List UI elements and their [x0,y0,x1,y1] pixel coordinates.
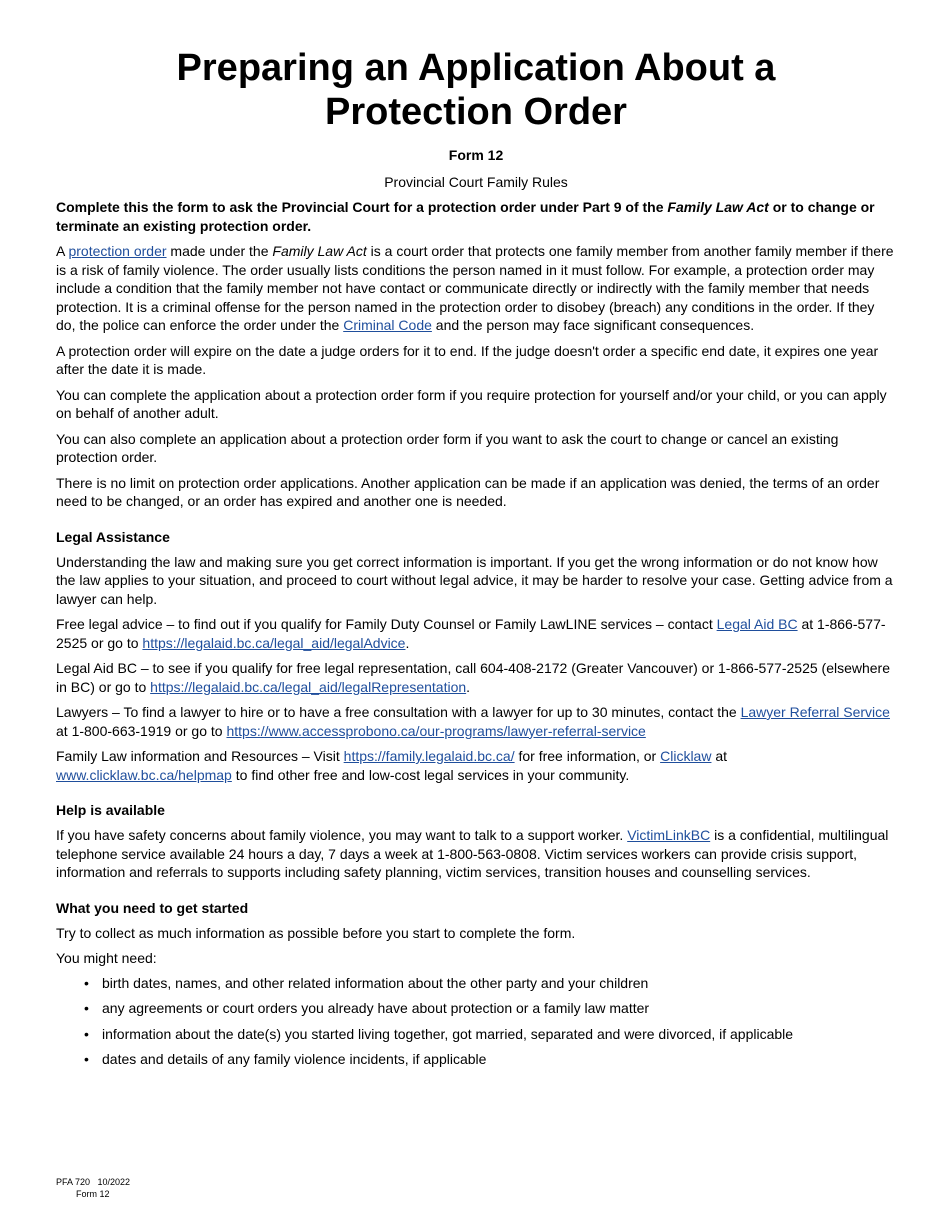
family-law-resources-paragraph: Family Law information and Resources – Visit https://family.legalaid.bc.ca/ for free information, or Clicklaw at www.clicklaw.bc.ca/helpmap to find other free and low-cost legal services in your community. [56,748,728,783]
list-item: • dates and details of any family violence incidents, if applicable [102,1050,896,1069]
legal-representation-url-link[interactable]: https://legalaid.bc.ca/legal_aid/legalRepresentation [150,678,467,695]
list-item: • birth dates, names, and other related information about the other party and your children [102,974,896,993]
no-limit-paragraph: There is no limit on protection order applications. Another application can be made if an application was denied, the terms of an order need to be changed, or an order has expired and another one is needed. [56,474,880,509]
clicklaw-helpmap-link[interactable]: www.clicklaw.bc.ca/helpmap [56,766,232,783]
title-line-1: Preparing an Application About a [176,47,776,89]
collect-info-paragraph: Try to collect as much information as possible before you start to complete the form. [56,924,576,941]
footer-form-code: PFA 720 10/2022 [56,1177,131,1187]
legal-representation-paragraph: Legal Aid BC – to see if you qualify for free legal representation, call 604-408-2172 (Greater Vancouver) or 1-866-577-2525 (elsewhere in BC) or go to https://legalaid.bc.ca/legal_aid/legalRepresentation. [56,660,891,695]
legal-assistance-paragraph: Understanding the law and making sure you get correct information is important. If you get the wrong information or do not know how the law applies to your situation, and proceed to court without legal advice, it may be harder to resolve your case. Getting advice from a lawyer can help. [56,553,893,607]
lawyer-referral-service-link[interactable]: Lawyer Referral Service [740,704,890,720]
expiry-paragraph: A protection order will expire on the date a judge orders for it to end. If the judge doesn't order a specific end date, it expires one year after the date it is made. [56,342,879,377]
protection-order-paragraph: A protection order made under the Family Law Act is a court order that protects one family member from another family member if there is a risk of family violence. The order usually lists conditions the person named in it must follow. For example, a protection order may include a condition that the family member not have contact or communicate directly or indirectly with the family member that needs protection. It is a criminal offense for the person named in the protection order to disobey (breach) any conditions in the order. If they do, the police can enforce the order under the Criminal Code and the person may face significant consequences. [56,243,894,333]
victimlinkbc-link[interactable]: VictimLinkBC [627,827,711,843]
clicklaw-link[interactable]: Clicklaw [660,748,712,764]
criminal-code-link[interactable]: Criminal Code [343,317,432,333]
title-line-2: Protection Order [325,91,627,133]
help-available-paragraph: If you have safety concerns about family violence, you may want to talk to a support worker. VictimLinkBC is a confidential, multilingual telephone service available 24 hours a day, 7 days a week at 1-800-563-0808. Victim services workers can provide crisis support, information and referrals to supports including safety planning, victim services, transition houses and counselling services. [56,827,889,880]
needed-items-list [56,974,896,1069]
page-footer [56,1176,130,1200]
protection-order-link[interactable]: protection order [68,243,167,259]
lawyers-paragraph: Lawyers – To find a lawyer to hire or to have a free consultation with a lawyer for up to 30 minutes, contact the Lawyer Referral Service at 1-800-663-1919 or go to https://www.accessprobono.ca/our-programs/lawyer-referral-service [56,704,890,739]
list-item: • any agreements or court orders you already have about protection or a family law matter [102,999,896,1018]
page-title [56,46,896,134]
footer-form-number: Form 12 [76,1189,110,1199]
you-might-need-paragraph: You might need: [56,950,157,966]
document-content [56,0,896,1076]
legal-assistance-heading: Legal Assistance [56,528,170,545]
rules-name: Provincial Court Family Rules [384,174,568,190]
get-started-heading: What you need to get started [56,899,249,916]
who-can-apply-paragraph: You can complete the application about a protection order form if you require protection for yourself and/or your child, or you can apply on behalf of another adult. [56,386,887,421]
legal-advice-url-link[interactable]: https://legalaid.bc.ca/legal_aid/legalAdvice [142,634,406,651]
legal-aid-bc-link[interactable]: Legal Aid BC [716,616,798,632]
family-legalaid-url-link[interactable]: https://family.legalaid.bc.ca/ [343,748,515,764]
free-legal-advice-paragraph: Free legal advice – to find out if you qualify for Family Duty Counsel or Family LawLINE services – contact Legal Aid BC at 1-866-577-2525 or go to https://legalaid.bc.ca/legal_aid/legalAdvice. [56,616,886,651]
lawyer-referral-url-link[interactable]: https://www.accessprobono.ca/our-programs/lawyer-referral-service [226,722,646,739]
form-number: Form 12 [448,147,504,163]
change-order-paragraph: You can also complete an application about a protection order form if you want to ask the court to change or cancel an existing protection order. [56,430,839,465]
intro-paragraph: Complete this the form to ask the Provincial Court for a protection order under Part 9 of the Family Law Act or to change or terminate an existing protection order. [56,199,875,234]
help-available-heading: Help is available [56,802,165,818]
list-item: • information about the date(s) you started living together, got married, separated and were divorced, if applicable [102,1025,896,1044]
